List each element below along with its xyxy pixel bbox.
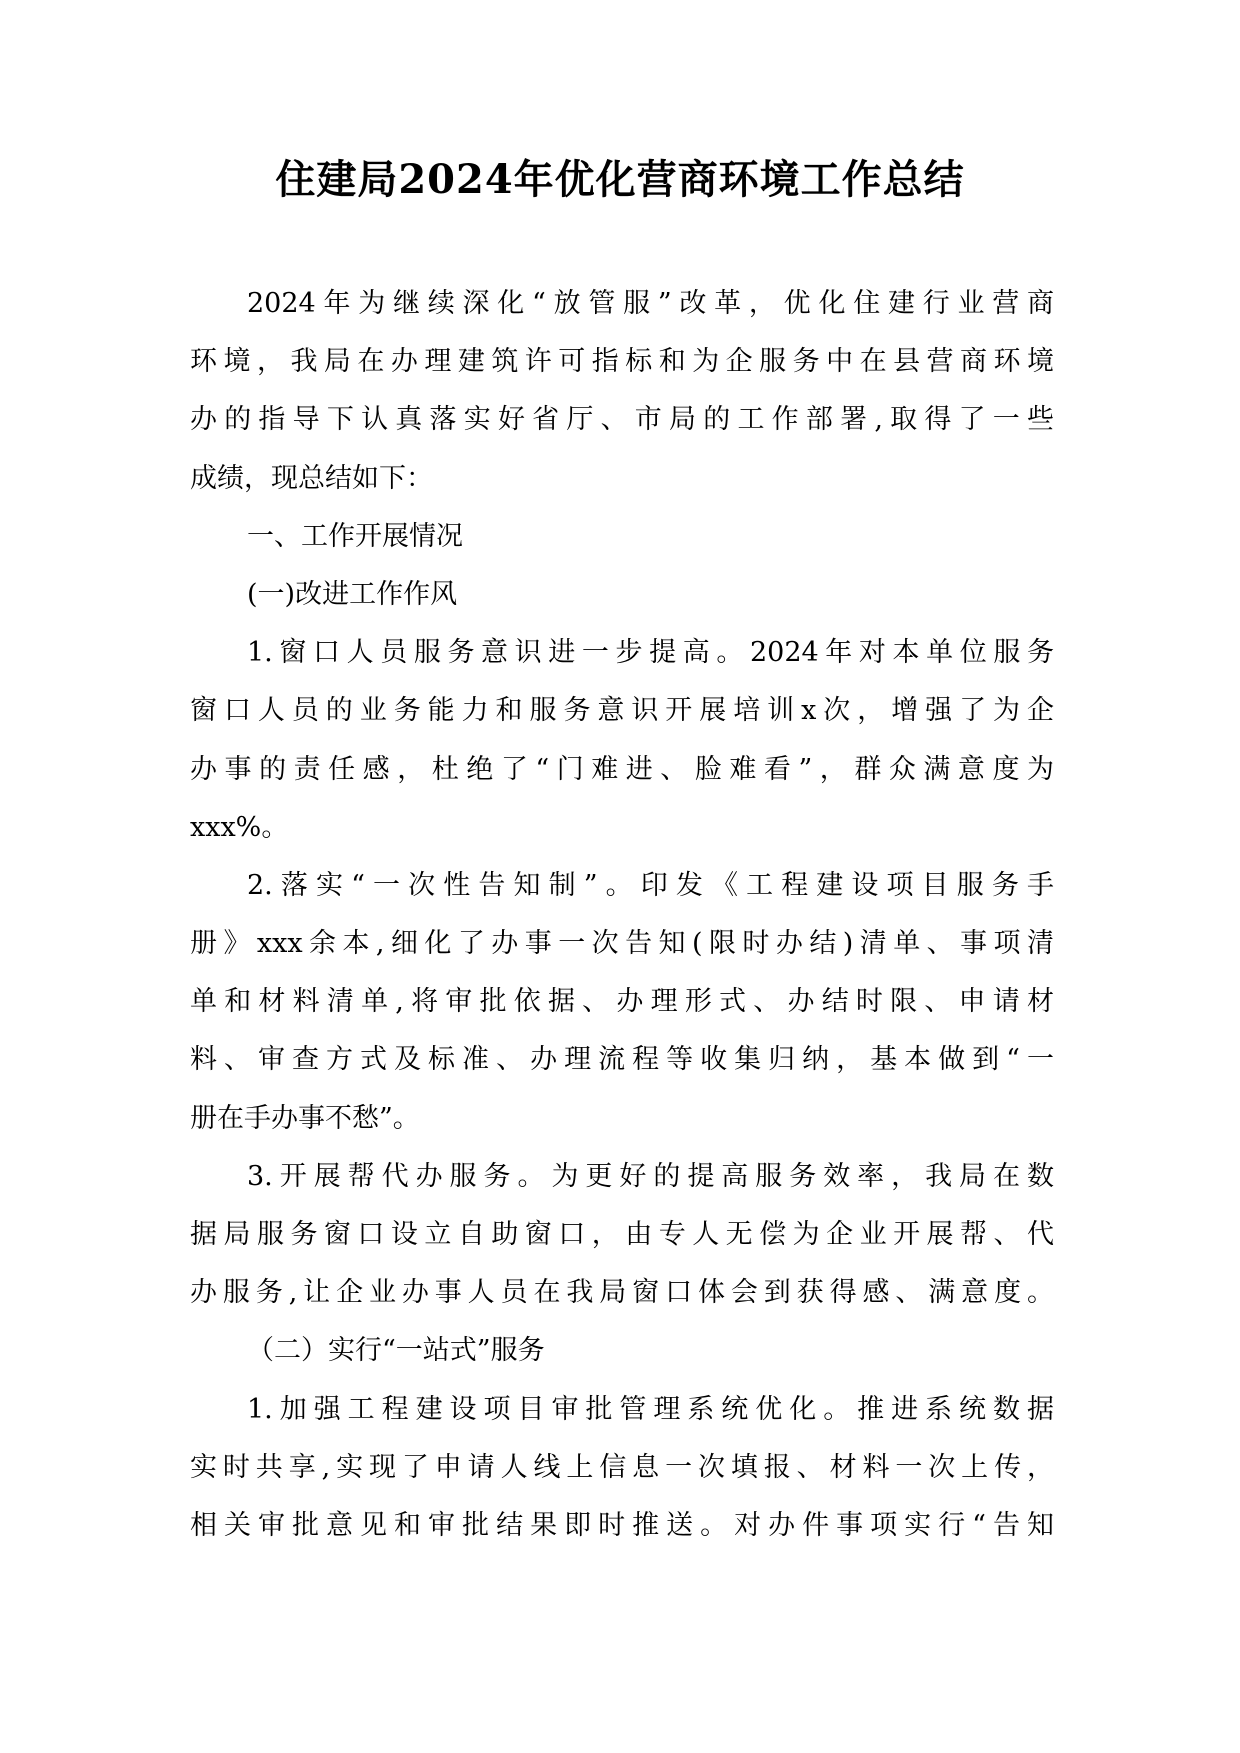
- intro-line-4: 成绩，现总结如下：: [190, 462, 433, 494]
- item-1-2-line-2: 册》xxx余本,细化了办事一次告知(限时办结)清单、事项清: [190, 928, 1054, 960]
- item-1-3-line-2: 据局服务窗口设立自助窗口，由专人无偿为企业开展帮、代: [190, 1219, 1054, 1250]
- section-heading-work-status: 一、工作开展情况: [247, 520, 463, 552]
- item-2-1-line-1: 1.加强工程建设项目审批管理系统优化。推进系统数据: [247, 1393, 1054, 1425]
- item-2-1-line-3: 相关审批意见和审批结果即时推送。对办件事项实行“告知: [190, 1509, 1054, 1541]
- item-1-3-line-1: 3.开展帮代办服务。为更好的提高服务效率，我局在数: [247, 1160, 1054, 1192]
- intro-line-1: 2024年为继续深化“放管服”改革，优化住建行业营商: [247, 288, 1054, 319]
- item-2-1-line-2: 实时共享,实现了申请人线上信息一次填报、材料一次上传，: [190, 1451, 1054, 1483]
- intro-line-3: 办的指导下认真落实好省厅、市局的工作部署,取得了一些: [190, 404, 1054, 436]
- item-1-2-line-3: 单和材料清单,将审批依据、办理形式、办结时限、申请材: [190, 986, 1054, 1018]
- item-1-1-line-4: xxx%。: [190, 811, 289, 843]
- subheading-one-stop-service: （二）实行“一站式”服务: [247, 1335, 545, 1367]
- item-1-1-line-1: 1.窗口人员服务意识进一步提高。2024年对本单位服务: [247, 637, 1054, 669]
- item-1-1-line-3: 办事的责任感，杜绝了“门难进、脸难看”，群众满意度为: [190, 753, 1054, 785]
- item-1-2-line-5: 册在手办事不愁”。: [190, 1102, 420, 1134]
- subheading-improve-style: (一)改进工作作风: [247, 578, 458, 610]
- document-title: 住建局2024年优化营商环境工作总结: [275, 156, 965, 203]
- item-1-1-line-2: 窗口人员的业务能力和服务意识开展培训x次，增强了为企: [190, 695, 1054, 727]
- intro-line-2: 环境，我局在办理建筑许可指标和为企服务中在县营商环境: [190, 346, 1054, 378]
- item-1-3-line-3: 办服务,让企业办事人员在我局窗口体会到获得感、满意度。: [190, 1277, 1054, 1309]
- item-1-2-line-4: 料、审查方式及标准、办理流程等收集归纳，基本做到“一: [190, 1044, 1054, 1076]
- item-1-2-line-1: 2.落实“一次性告知制”。印发《工程建设项目服务手: [247, 869, 1054, 901]
- document-body: [190, 284, 1054, 1564]
